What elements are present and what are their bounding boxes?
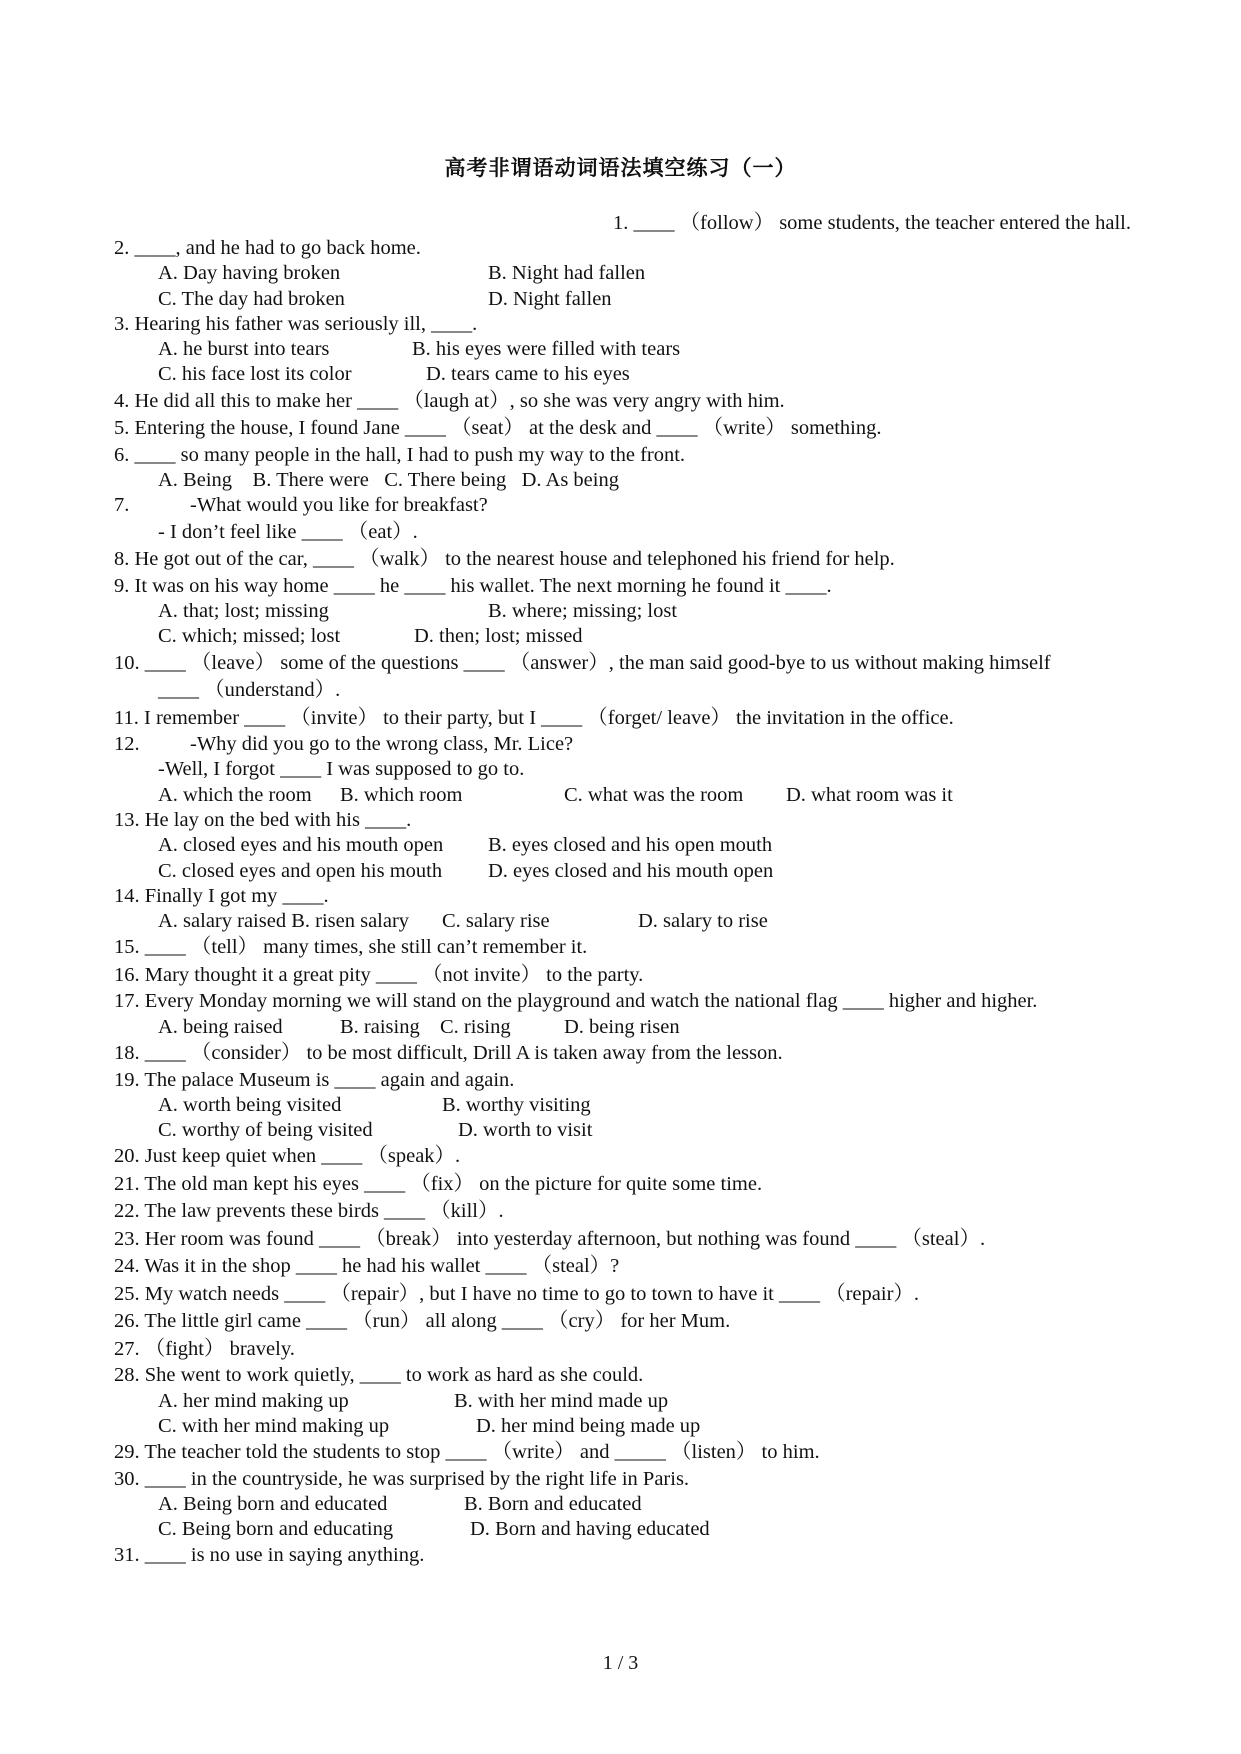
option-c: C. The day had broken: [158, 287, 345, 310]
question-10-line1: 10. ____ （leave） some of the questions ____ （answer）, the man said good-bye to us without making himself: [114, 651, 1051, 674]
question-list: [114, 236, 1134, 1568]
option-c: C. what was the room: [564, 783, 744, 806]
question-4: 4. He did all this to make her ____ （laugh at）, so she was very angry with him.: [114, 389, 785, 412]
option-d: D. salary to rise: [638, 910, 768, 933]
question-24: 24. Was it in the shop ____ he had his wallet ____ （steal）?: [114, 1255, 620, 1278]
question-5: 5. Entering the house, I found Jane ____ （seat） at the desk and ____ （write） something.: [114, 417, 882, 440]
question-19-options-row1: [114, 1093, 1134, 1118]
question-13-options-row2: [114, 859, 1134, 884]
option-d: D. Night fallen: [488, 287, 612, 310]
question-12-line1: [114, 732, 1134, 757]
option-d: D. eyes closed and his mouth open: [488, 859, 774, 882]
option-d: D. her mind being made up: [476, 1415, 701, 1438]
question-30: 30. ____ in the countryside, he was surprised by the right life in Paris.: [114, 1467, 690, 1490]
question-13: 13. He lay on the bed with his ____.: [114, 808, 412, 831]
question-2-options-row2: [114, 287, 1134, 312]
question-20: 20. Just keep quiet when ____ （speak）.: [114, 1145, 461, 1168]
option-d: D. being risen: [564, 1015, 680, 1038]
question-16: 16. Mary thought it a great pity ____ （not invite） to the party.: [114, 963, 644, 986]
question-12-options: [114, 783, 1134, 808]
question-30-options-row1: [114, 1492, 1134, 1517]
option-b: B. raising: [340, 1015, 420, 1038]
question-9: 9. It was on his way home ____ he ____ his wallet. The next morning he found it ____.: [114, 574, 832, 597]
question-25: 25. My watch needs ____ （repair）, but I have no time to go to town to have it ____ （repair）.: [114, 1282, 920, 1305]
question-19: 19. The palace Museum is ____ again and again.: [114, 1068, 515, 1091]
question-28-options-row2: [114, 1414, 1134, 1439]
question-9-options-row2: [114, 624, 1134, 649]
question-8: 8. He got out of the car, ____ （walk） to the nearest house and telephoned his friend for help.: [114, 548, 895, 571]
option-d: D. then; lost; missed: [414, 625, 583, 648]
question-6: 6. ____ so many people in the hall, I had to push my way to the front.: [114, 443, 686, 466]
option-b: B. which room: [340, 783, 463, 806]
option-c: C. salary rise: [442, 910, 550, 933]
question-13-options-row1: [114, 833, 1134, 858]
option-b: B. with her mind made up: [454, 1389, 669, 1412]
question-6-options: A. Being B. There were C. There being D. As being: [158, 469, 619, 492]
option-c: C. which; missed; lost: [158, 625, 341, 648]
option-a: A. that; lost; missing: [158, 599, 329, 622]
question-17-options: [114, 1015, 1134, 1040]
question-7-dialog-2: - I don’t feel like ____ （eat）.: [158, 520, 418, 543]
option-d: D. tears came to his eyes: [426, 363, 630, 386]
page-number: 1 / 3: [602, 1652, 639, 1674]
question-2: 2. ____, and he had to go back home.: [114, 237, 421, 259]
option-c: C. worthy of being visited: [158, 1119, 373, 1142]
question-22: 22. The law prevents these birds ____ （kill）.: [114, 1200, 504, 1223]
option-b: B. worthy visiting: [442, 1093, 591, 1116]
option-d: D. worth to visit: [458, 1119, 593, 1142]
option-a: A. he burst into tears: [158, 338, 330, 361]
question-1: 1. ____ （follow） some students, the teacher entered the hall.: [612, 212, 1131, 234]
question-30-options-row2: [114, 1517, 1134, 1542]
page-title: 高考非谓语动词语法填空练习（一）: [444, 156, 797, 180]
question-31: 31. ____ is no use in saying anything.: [114, 1543, 425, 1566]
option-a: A. worth being visited: [158, 1093, 342, 1116]
option-c: C. closed eyes and open his mouth: [158, 859, 443, 882]
option-a-b: A. salary raised B. risen salary: [158, 910, 410, 933]
question-14-options: [114, 909, 1134, 934]
question-14: 14. Finally I got my ____.: [114, 884, 329, 907]
question-26: 26. The little girl came ____ （run） all along ____ （cry） for her Mum.: [114, 1310, 731, 1333]
option-a: A. her mind making up: [158, 1389, 349, 1412]
question-7-line1: [114, 493, 1134, 518]
question-11: 11. I remember ____ （invite） to their party, but I ____ （forget/ leave） the invitation in the office.: [114, 706, 954, 729]
question-12-dialog-1: -Why did you go to the wrong class, Mr. Lice?: [190, 733, 574, 756]
question-28: 28. She went to work quietly, ____ to work as hard as she could.: [114, 1364, 644, 1387]
option-b: B. his eyes were filled with tears: [412, 338, 681, 361]
option-a: A. Being born and educated: [158, 1493, 388, 1516]
question-17: 17. Every Monday morning we will stand on the playground and watch the national flag ____ higher and higher.: [114, 990, 1038, 1013]
option-b: B. where; missing; lost: [488, 599, 678, 622]
option-a: A. closed eyes and his mouth open: [158, 834, 444, 857]
option-d: D. Born and having educated: [470, 1518, 710, 1541]
question-12-dialog-2: -Well, I forgot ____ I was supposed to go to.: [158, 758, 525, 781]
question-2-options-row1: [114, 261, 1134, 286]
question-19-options-row2: [114, 1118, 1134, 1143]
option-b: B. Night had fallen: [488, 262, 646, 285]
question-9-options-row1: [114, 599, 1134, 624]
option-b: B. Born and educated: [464, 1493, 642, 1516]
option-c: C. rising: [440, 1015, 511, 1038]
question-3-options-row2: [114, 362, 1134, 387]
option-d: D. what room was it: [786, 783, 953, 806]
option-c: C. his face lost its color: [158, 363, 352, 386]
question-12-number: 12.: [114, 733, 140, 756]
question-18: 18. ____ （consider） to be most difficult, Drill A is taken away from the lesson.: [114, 1042, 783, 1065]
option-b: B. eyes closed and his open mouth: [488, 834, 773, 857]
question-10-line2: ____ （understand）.: [158, 679, 341, 702]
question-7-dialog-1: -What would you like for breakfast?: [190, 494, 488, 517]
question-3: 3. Hearing his father was seriously ill, ____.: [114, 312, 478, 335]
question-7-number: 7.: [114, 494, 130, 517]
question-3-options-row1: [114, 337, 1134, 362]
question-15: 15. ____ （tell） many times, she still can’t remember it.: [114, 936, 588, 959]
question-28-options-row1: [114, 1389, 1134, 1414]
question-29: 29. The teacher told the students to stop ____ （write） and _____ （listen） to him.: [114, 1441, 820, 1464]
question-27: 27. （fight） bravely.: [114, 1337, 295, 1360]
question-21: 21. The old man kept his eyes ____ （fix） on the picture for quite some time.: [114, 1172, 763, 1195]
question-23: 23. Her room was found ____ （break） into yesterday afternoon, but nothing was found ____ （steal）.: [114, 1227, 986, 1250]
option-a: A. which the room: [158, 783, 312, 806]
option-c: C. with her mind making up: [158, 1415, 390, 1438]
option-a: A. Day having broken: [158, 262, 341, 285]
option-a: A. being raised: [158, 1015, 283, 1038]
option-c: C. Being born and educating: [158, 1518, 394, 1541]
